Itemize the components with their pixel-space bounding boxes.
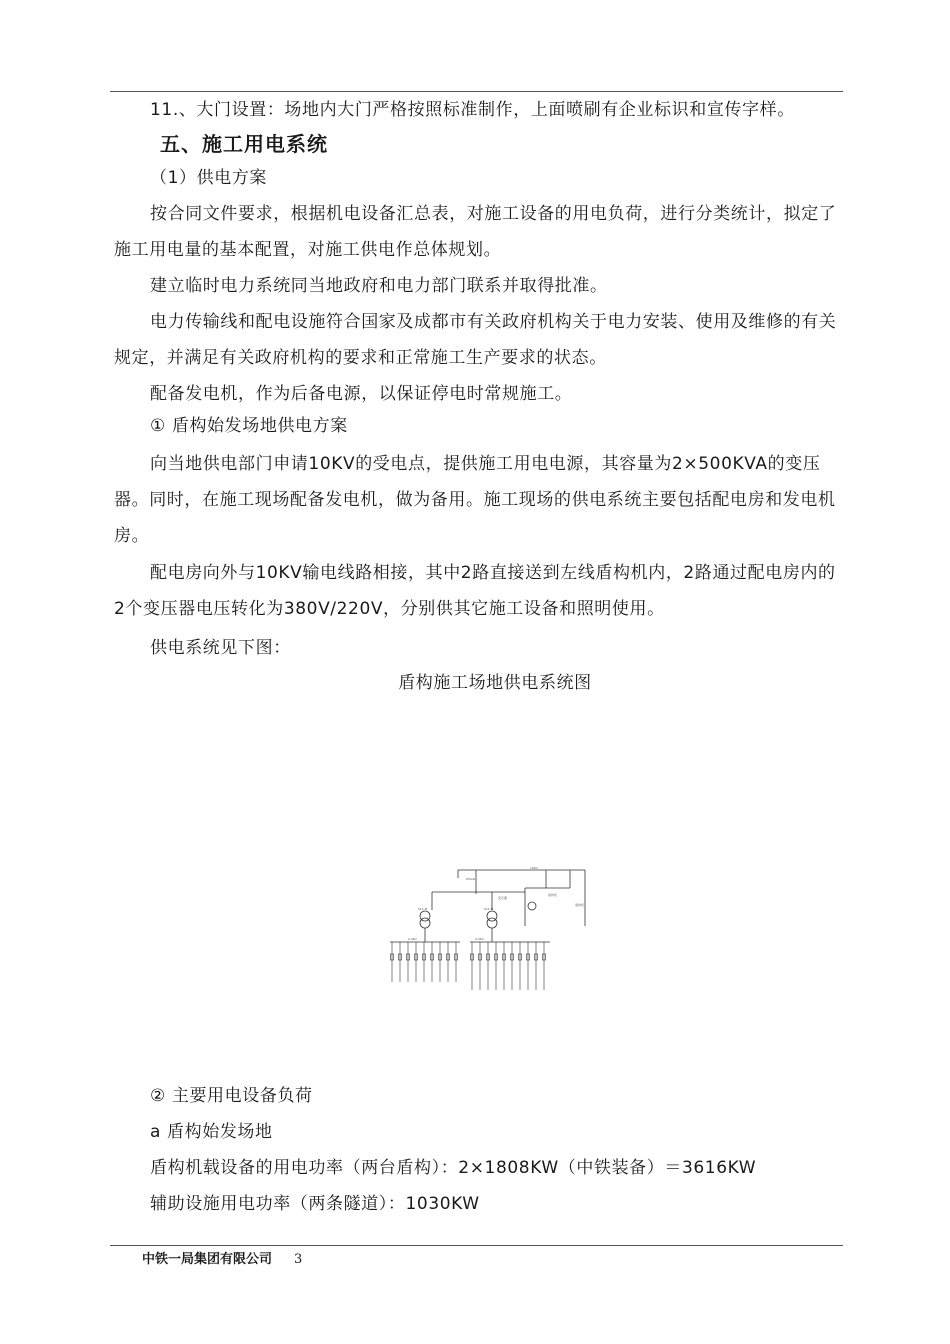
paragraph-auxiliary-power: 辅助设施用电功率（两条隧道）：1030KW <box>150 1194 480 1214</box>
paragraph-supply-plan-title: （1）供电方案 <box>150 168 268 188</box>
figure-caption: 盾构施工场地供电系统图 <box>398 673 592 693</box>
svg-text:S11-M: S11-M <box>418 907 428 911</box>
paragraph-see-figure: 供电系统见下图： <box>150 638 291 658</box>
paragraph-temporary-system: 建立临时电力系统同当地政府和电力部门联系并取得批准。 <box>150 276 608 296</box>
paragraph-10kv-request: 向当地供电部门申请10KV的受电点，提供施工用电电源，其容量为2×500KVA的变压器。同时，在施工现场配备发电机，做为备用。施工现场的供电系统主要包括配电房和发电机房。 <box>114 454 836 546</box>
page-number: 3 <box>294 1252 303 1267</box>
svg-text:0.4KV: 0.4KV <box>408 937 417 941</box>
svg-text:10KV: 10KV <box>530 866 538 870</box>
footer-rule <box>110 1245 843 1246</box>
footer-company: 中铁一局集团有限公司 <box>142 1252 273 1267</box>
paragraph-generator: 配备发电机，作为后备电源，以保证停电时常规施工。 <box>150 384 573 404</box>
paragraph-regulations: 电力传输线和配电设施符合国家及成都市有关政府机构关于电力安装、使用及维修的有关规定，并满足有关政府机构的要求和正常施工生产要求的状态。 <box>114 312 837 368</box>
paragraph-distribution-room: 配电房向外与10KV输电线路相接，其中2路直接送到左线盾构机内，2路通过配电房内的2个变压器电压转化为380V/220V，分别供其它施工设备和照明使用。 <box>114 563 836 619</box>
power-supply-diagram <box>380 866 600 998</box>
paragraph-main-loads-title: ② 主要用电设备负荷 <box>150 1086 313 1106</box>
section-heading: 五、施工用电系统 <box>160 132 328 156</box>
svg-text:HXGN: HXGN <box>466 877 475 881</box>
svg-text:变压器: 变压器 <box>498 896 508 900</box>
paragraph-gate-setting: 11.、大门设置：场地内大门严格按照标准制作，上面喷刷有企业标识和宣传字样。 <box>150 100 795 120</box>
svg-text:S11-M: S11-M <box>484 907 494 911</box>
svg-text:盾构机: 盾构机 <box>575 903 585 907</box>
paragraph-site-supply-title: ① 盾构始发场地供电方案 <box>150 416 348 436</box>
paragraph-contract-requirements: 按合同文件要求，根据机电设备汇总表，对施工设备的用电负荷，进行分类统计，拟定了施工用电量的基本配置，对施工供电作总体规划。 <box>114 204 837 260</box>
svg-text:盾构机: 盾构机 <box>548 893 558 897</box>
paragraph-launch-site: a 盾构始发场地 <box>150 1122 273 1142</box>
svg-text:0.4KV: 0.4KV <box>475 937 484 941</box>
paragraph-tbm-power: 盾构机载设备的用电功率（两台盾构）：2×1808KW（中铁装备）＝3616KW <box>150 1158 757 1178</box>
page-footer <box>142 1248 302 1267</box>
